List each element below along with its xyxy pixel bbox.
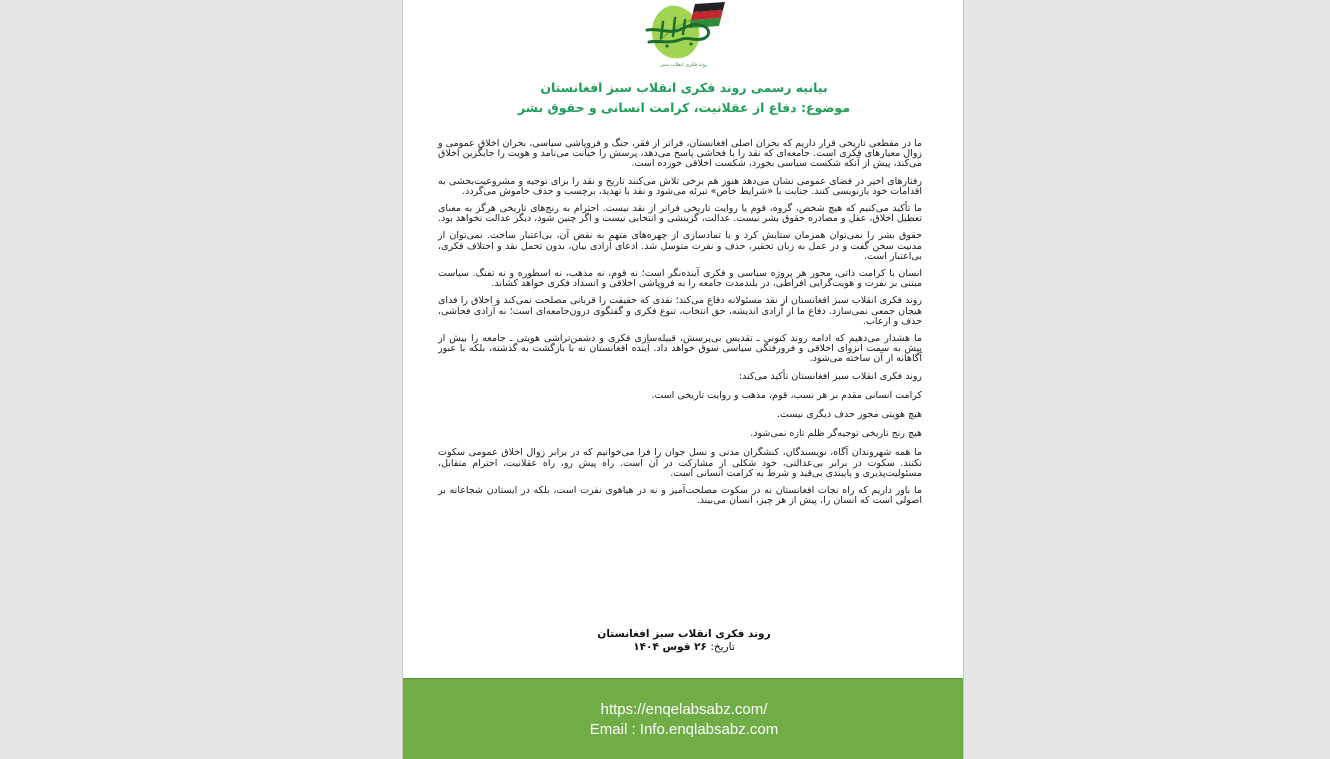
logo — [639, 0, 729, 74]
footer-banner — [403, 678, 964, 759]
list-item: کرامت انسانی مقدم بر هر نسب، قوم، مذهب و روایت تاریخی است. — [651, 389, 922, 401]
paragraph: انسان با کرامت ذاتی، محور هر پروژه سیاسی و فکری آینده‌نگر است؛ نه قوم، نه مذهب، نه اسطوره و نه تفنگ. سیاست مبتنی بر نفرت و هویت‌گرایی افراطی، در بلندمدت جامعه را به فروپاشی اخلاقی و انسداد فکری خواهد کشاند. — [438, 268, 922, 290]
date-value: ۲۶ قوس ۱۴۰۴ — [633, 641, 707, 653]
paragraph: حقوق بشر را نمی‌توان همزمان ستایش کرد و با تمادسازی از چهره‌های متهم به نقض آن، بی‌اعتبار ساخت. نمی‌توان از مدنیت سخن گفت و در عمل به زبان تحقیر، حذف و نفرت متوسل شد. ادعای آزادی بیان، بدون تحمل نقد و اختلاف فکری، بی‌اعتبار است. — [438, 230, 922, 262]
statement-header — [403, 78, 964, 118]
paragraph: روند فکری انقلاب سبز افغانستان از نقد مسئولانه دفاع می‌کند؛ نقدی که حقیقت را قربانی مصلحت نمی‌کند و اخلاق را فدای هیجان جمعی نمی‌سازد. دفاع ما از آزادی اندیشه، حق انتخاب، تنوع فکری و گفتگوی درون‌جامعه‌ای است؛ نه آزادی فحاشی، حذف و ارعاب. — [438, 295, 922, 327]
logo-caption: روند فکری انقلاب سبز — [660, 62, 708, 68]
paragraph: ما همه شهروندان آگاه، نویسندگان، کنشگران مدنی و نسل جوان را فرا می‌خوانیم که در برابر زوال اخلاق عمومی سکوت نکنند. سکوت در برابر بی‌عدالتی، خود شکلی از مشارکت در آن است. راه پیش رو، راه عقلانیت، احترام متقابل، مسئولیت‌پذیری و پایبندی بی‌قید و شرط به کرامت انسانی است. — [438, 447, 922, 479]
emphasis-intro: روند فکری انقلاب سبز افغانستان تأکید می‌کند: — [738, 370, 922, 382]
paragraph: رفتارهای اخیر در فضای عمومی نشان می‌دهد هنوز هم برخی تلاش می‌کنند تاریخ و نقد را برای توجیه و مشروعیت‌بخشی به اقدامات خود بازنویسی کنند. جنایت با «شرایط خاص» تبرئه می‌شود و نقد با تهدید، برچسب و حذف خاموش می‌گردد. — [438, 175, 922, 197]
statement-title: بیانیه رسمی روند فکری انقلاب سبز افغانستان — [540, 80, 828, 95]
statement-subject: موضوع: دفاع از عقلانیت، کرامت انسانی و حقوق بشر — [518, 100, 850, 115]
signature-org: روند فکری انقلاب سبز افغانستان — [597, 628, 771, 640]
signature-block — [403, 628, 964, 654]
list-item: هیچ رنج تاریخی توجیه‌گر ظلم تازه نمی‌شود. — [750, 428, 922, 440]
statement-body — [438, 139, 922, 513]
paragraph: ما در مقطعی تاریخی قرار داریم که بحران اصلی افغانستان، فراتر از فقر، جنگ و فروپاشی سیاسی، بحران اخلاق عمومی و زوال معیارهای فکری است. جامعه‌ای که نقد را با فحاشی پاسخ می‌دهد، پرسش را خیانت می‌نامد و هویت را جایگزین اخلاق می‌کند، پیش از آنکه شکست سیاسی بخورد، شکست اخلاقی خورده است. — [438, 138, 922, 170]
document-page — [402, 0, 964, 759]
email-text: Email : Info.enqlabsabz.com — [589, 721, 779, 738]
paragraph: ما تأکید می‌کنیم که هیچ شخص، گروه، قوم یا روایت تاریخی فراتر از نقد نیست. احترام به رنج‌های تاریخی هرگز به معنای تعطیل اخلاق، عقل و مصادره حقوق بشر نیست. عدالت، گزینشی و انتخابی نیست و اگر چنین شود، دیگر عدالت نخواهد بود. — [438, 203, 922, 225]
date-label: تاریخ: — [710, 641, 735, 653]
list-item: هیچ هویتی مجوز حذف دیگری نیست. — [776, 409, 922, 421]
website-link[interactable]: https://enqelabsabz.com/ — [600, 701, 768, 718]
paragraph: ما باور داریم که راه نجات افغانستان نه در سکوت مصلحت‌آمیز و نه در هیاهوی نفرت است، بلکه در ایستادن شجاعانه بر اصولی است که انسان را، پیش از هر چیز، انسان می‌بیند. — [438, 485, 922, 507]
paragraph: ما هشدار می‌دهیم که ادامه روند کنونی ـ تقدیس بی‌پرسش، قبیله‌سازی فکری و دشمن‌تراشی هویتی ـ جامعه را بیش از پیش به سمت انزوای اخلاقی و فرورفتگی سیاسی سوق خواهد داد. آینده افغانستان نه با بازگشت به گذشته، بلکه با عبور آگاهانه از آن ساخته می‌شود. — [438, 333, 922, 365]
